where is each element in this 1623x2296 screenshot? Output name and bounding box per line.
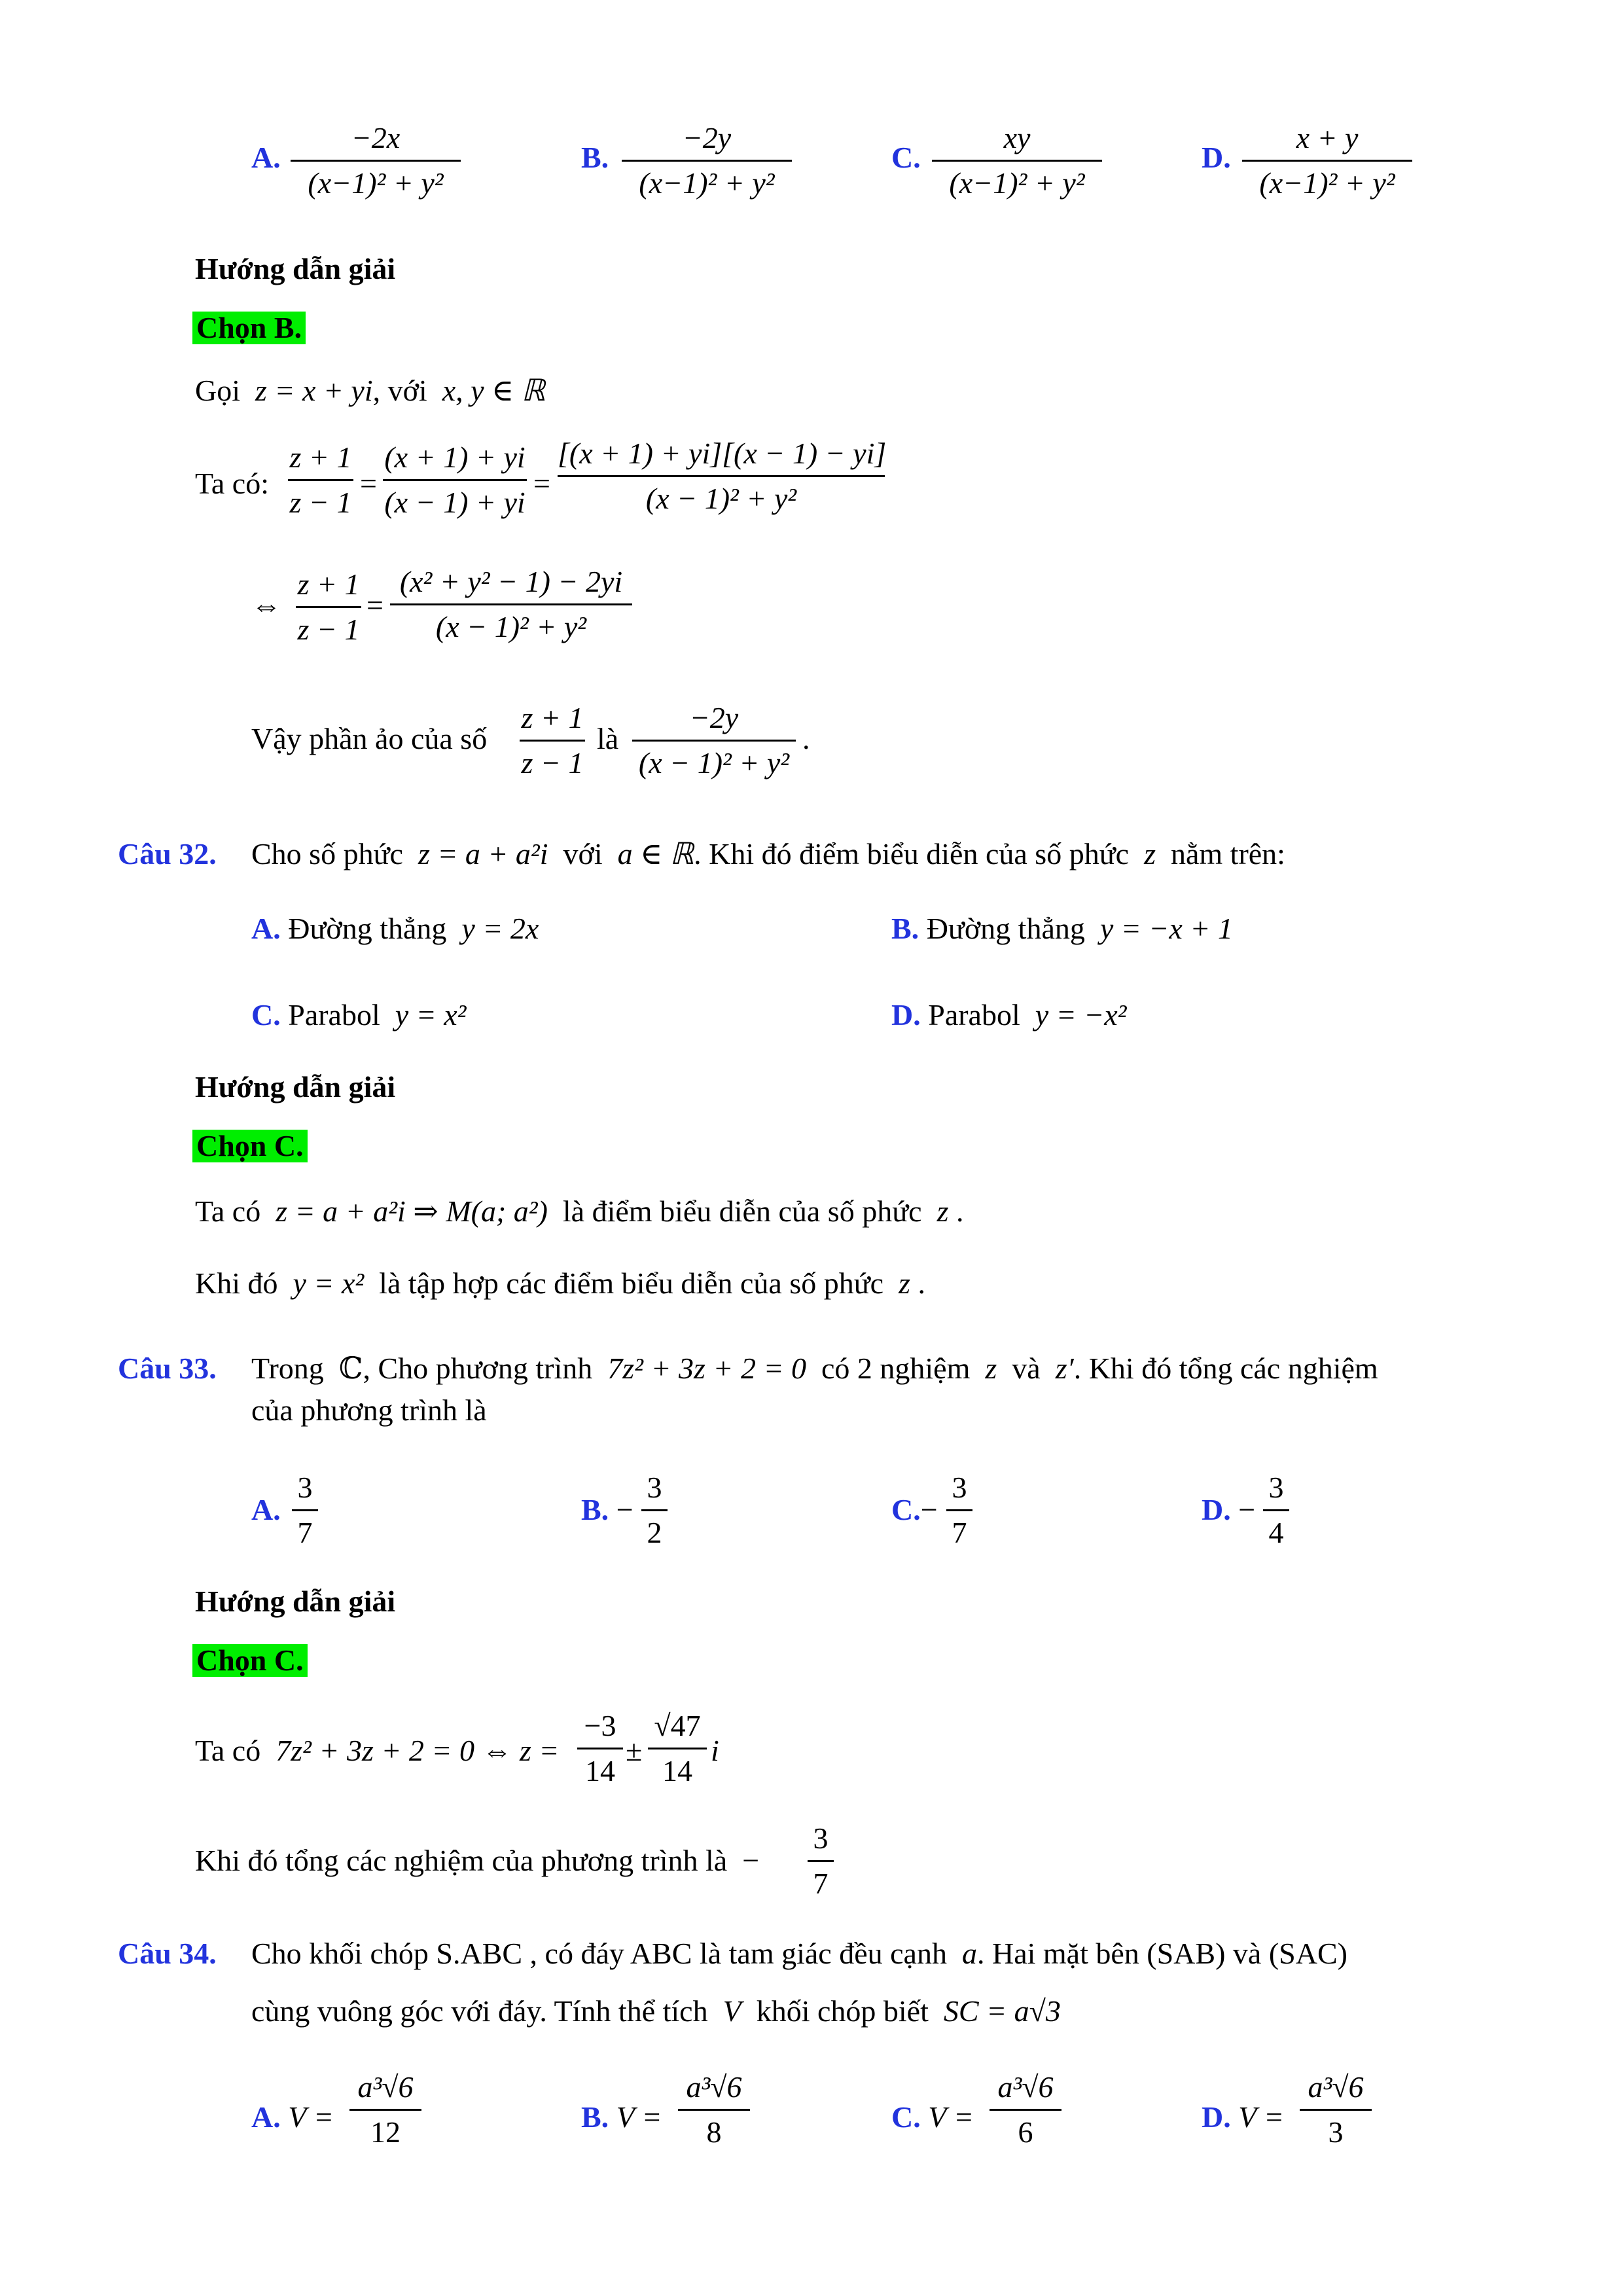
guide-heading: Hướng dẫn giải: [195, 252, 396, 285]
option-c[interactable]: C. Parabol y = x²: [251, 998, 467, 1031]
conclusion-text: là: [597, 722, 619, 755]
option-letter: B.: [581, 141, 609, 174]
option-d[interactable]: D. Parabol y = −x²: [891, 998, 1127, 1031]
equivalence-arrow: ⇔: [251, 588, 281, 622]
fraction: 3 2: [641, 1473, 668, 1548]
option-d[interactable]: D. V =: [1202, 2100, 1285, 2134]
option-b[interactable]: B. V =: [581, 2100, 662, 2134]
answer-highlight: Chọn B.: [192, 312, 306, 344]
question-stem-line2: của phương trình là: [251, 1393, 487, 1427]
equals-sign: =: [366, 588, 383, 622]
question-stem: Cho số phức z = a + a²i với a ∈ ℝ. Khi đó điểm biểu diễn của số phức z nằm trên:: [251, 837, 1285, 870]
fraction: (x² + y² − 1) − 2yi (x − 1)² + y²: [390, 567, 632, 642]
imaginary-unit: i: [711, 1734, 719, 1767]
solution-line: Khi đó tổng các nghiệm của phương trình là −: [195, 1844, 760, 1877]
conclusion-text: Vậy phần ảo của số: [251, 722, 488, 755]
fraction: z + 1 z − 1: [520, 703, 585, 778]
answer-highlight: Chọn C.: [192, 1644, 308, 1677]
fraction: −3 14: [577, 1711, 623, 1786]
solution-line: Gọi z = x + yi, với x, y ∈ ℝ: [195, 374, 546, 407]
option-a[interactable]: A. V =: [251, 2100, 334, 2134]
option-d-fraction: x + y (x−1)² + y²: [1242, 123, 1412, 198]
equals-sign: =: [360, 467, 377, 500]
option-c[interactable]: C. V =: [891, 2100, 974, 2134]
option-a[interactable]: A. Đường thẳng y = 2x: [251, 912, 539, 945]
answer-highlight: Chọn C.: [192, 1130, 308, 1162]
question-label: Câu 34.: [118, 1937, 217, 1970]
question-stem: Trong ℂ, Cho phương trình 7z² + 3z + 2 = 0 có 2 nghiệm z và z′. Khi đó tổng các nghiệm: [251, 1352, 1378, 1385]
fraction: z + 1 z − 1: [296, 569, 361, 645]
option-c-fraction: xy (x−1)² + y²: [932, 123, 1102, 198]
solution-line: Ta có 7z² + 3z + 2 = 0 ⇔ z =: [195, 1734, 560, 1767]
fraction: [(x + 1) + yi][(x − 1) − yi] (x − 1)² + y²: [558, 437, 887, 515]
period: .: [802, 722, 810, 755]
fraction: a³√6 8: [678, 2072, 750, 2147]
question-stem-line2: cùng vuông góc với đáy. Tính thể tích V khối chóp biết SC = a√3: [251, 1994, 1061, 2028]
question-stem: Cho khối chóp S.ABC , có đáy ABC là tam giác đều cạnh a. Hai mặt bên (SAB) và (SAC): [251, 1937, 1347, 1970]
fraction: 3 7: [946, 1473, 972, 1548]
option-letter: C.: [891, 141, 921, 174]
option-b-fraction: −2y (x−1)² + y²: [622, 123, 792, 198]
fraction: (x + 1) + yi (x − 1) + yi: [383, 442, 527, 518]
option-a[interactable]: A.: [251, 1493, 281, 1526]
equals-sign: =: [533, 467, 550, 500]
guide-heading: Hướng dẫn giải: [195, 1585, 396, 1618]
fraction: 3 7: [808, 1823, 834, 1899]
fraction: −2y (x − 1)² + y²: [632, 703, 796, 778]
fraction: 3 4: [1263, 1473, 1289, 1548]
option-b[interactable]: B. Đường thẳng y = −x + 1: [891, 912, 1233, 945]
option-letter: D.: [1202, 141, 1231, 174]
option-b[interactable]: B. −: [581, 1493, 633, 1526]
fraction: a³√6 6: [990, 2072, 1061, 2147]
fraction: √47 14: [648, 1711, 707, 1786]
plus-minus: ±: [626, 1734, 643, 1767]
option-d[interactable]: D. −: [1202, 1493, 1256, 1526]
option-a-fraction: −2x (x−1)² + y²: [291, 123, 461, 198]
solution-line: Ta có z = a + a²i ⇒ M(a; a²) là điểm biểu diễn của số phức z .: [195, 1194, 964, 1228]
solution-label: Ta có:: [195, 467, 270, 500]
fraction: z + 1 z − 1: [288, 442, 353, 518]
solution-line: Khi đó y = x² là tập hợp các điểm biểu diễn của số phức z .: [195, 1266, 926, 1300]
question-label: Câu 33.: [118, 1352, 217, 1385]
fraction: 3 7: [292, 1473, 318, 1548]
option-letter: A.: [251, 141, 281, 174]
option-c[interactable]: C.−: [891, 1493, 938, 1526]
question-label: Câu 32.: [118, 837, 217, 870]
fraction: a³√6 3: [1300, 2072, 1372, 2147]
guide-heading: Hướng dẫn giải: [195, 1070, 396, 1103]
fraction: a³√6 12: [349, 2072, 421, 2147]
